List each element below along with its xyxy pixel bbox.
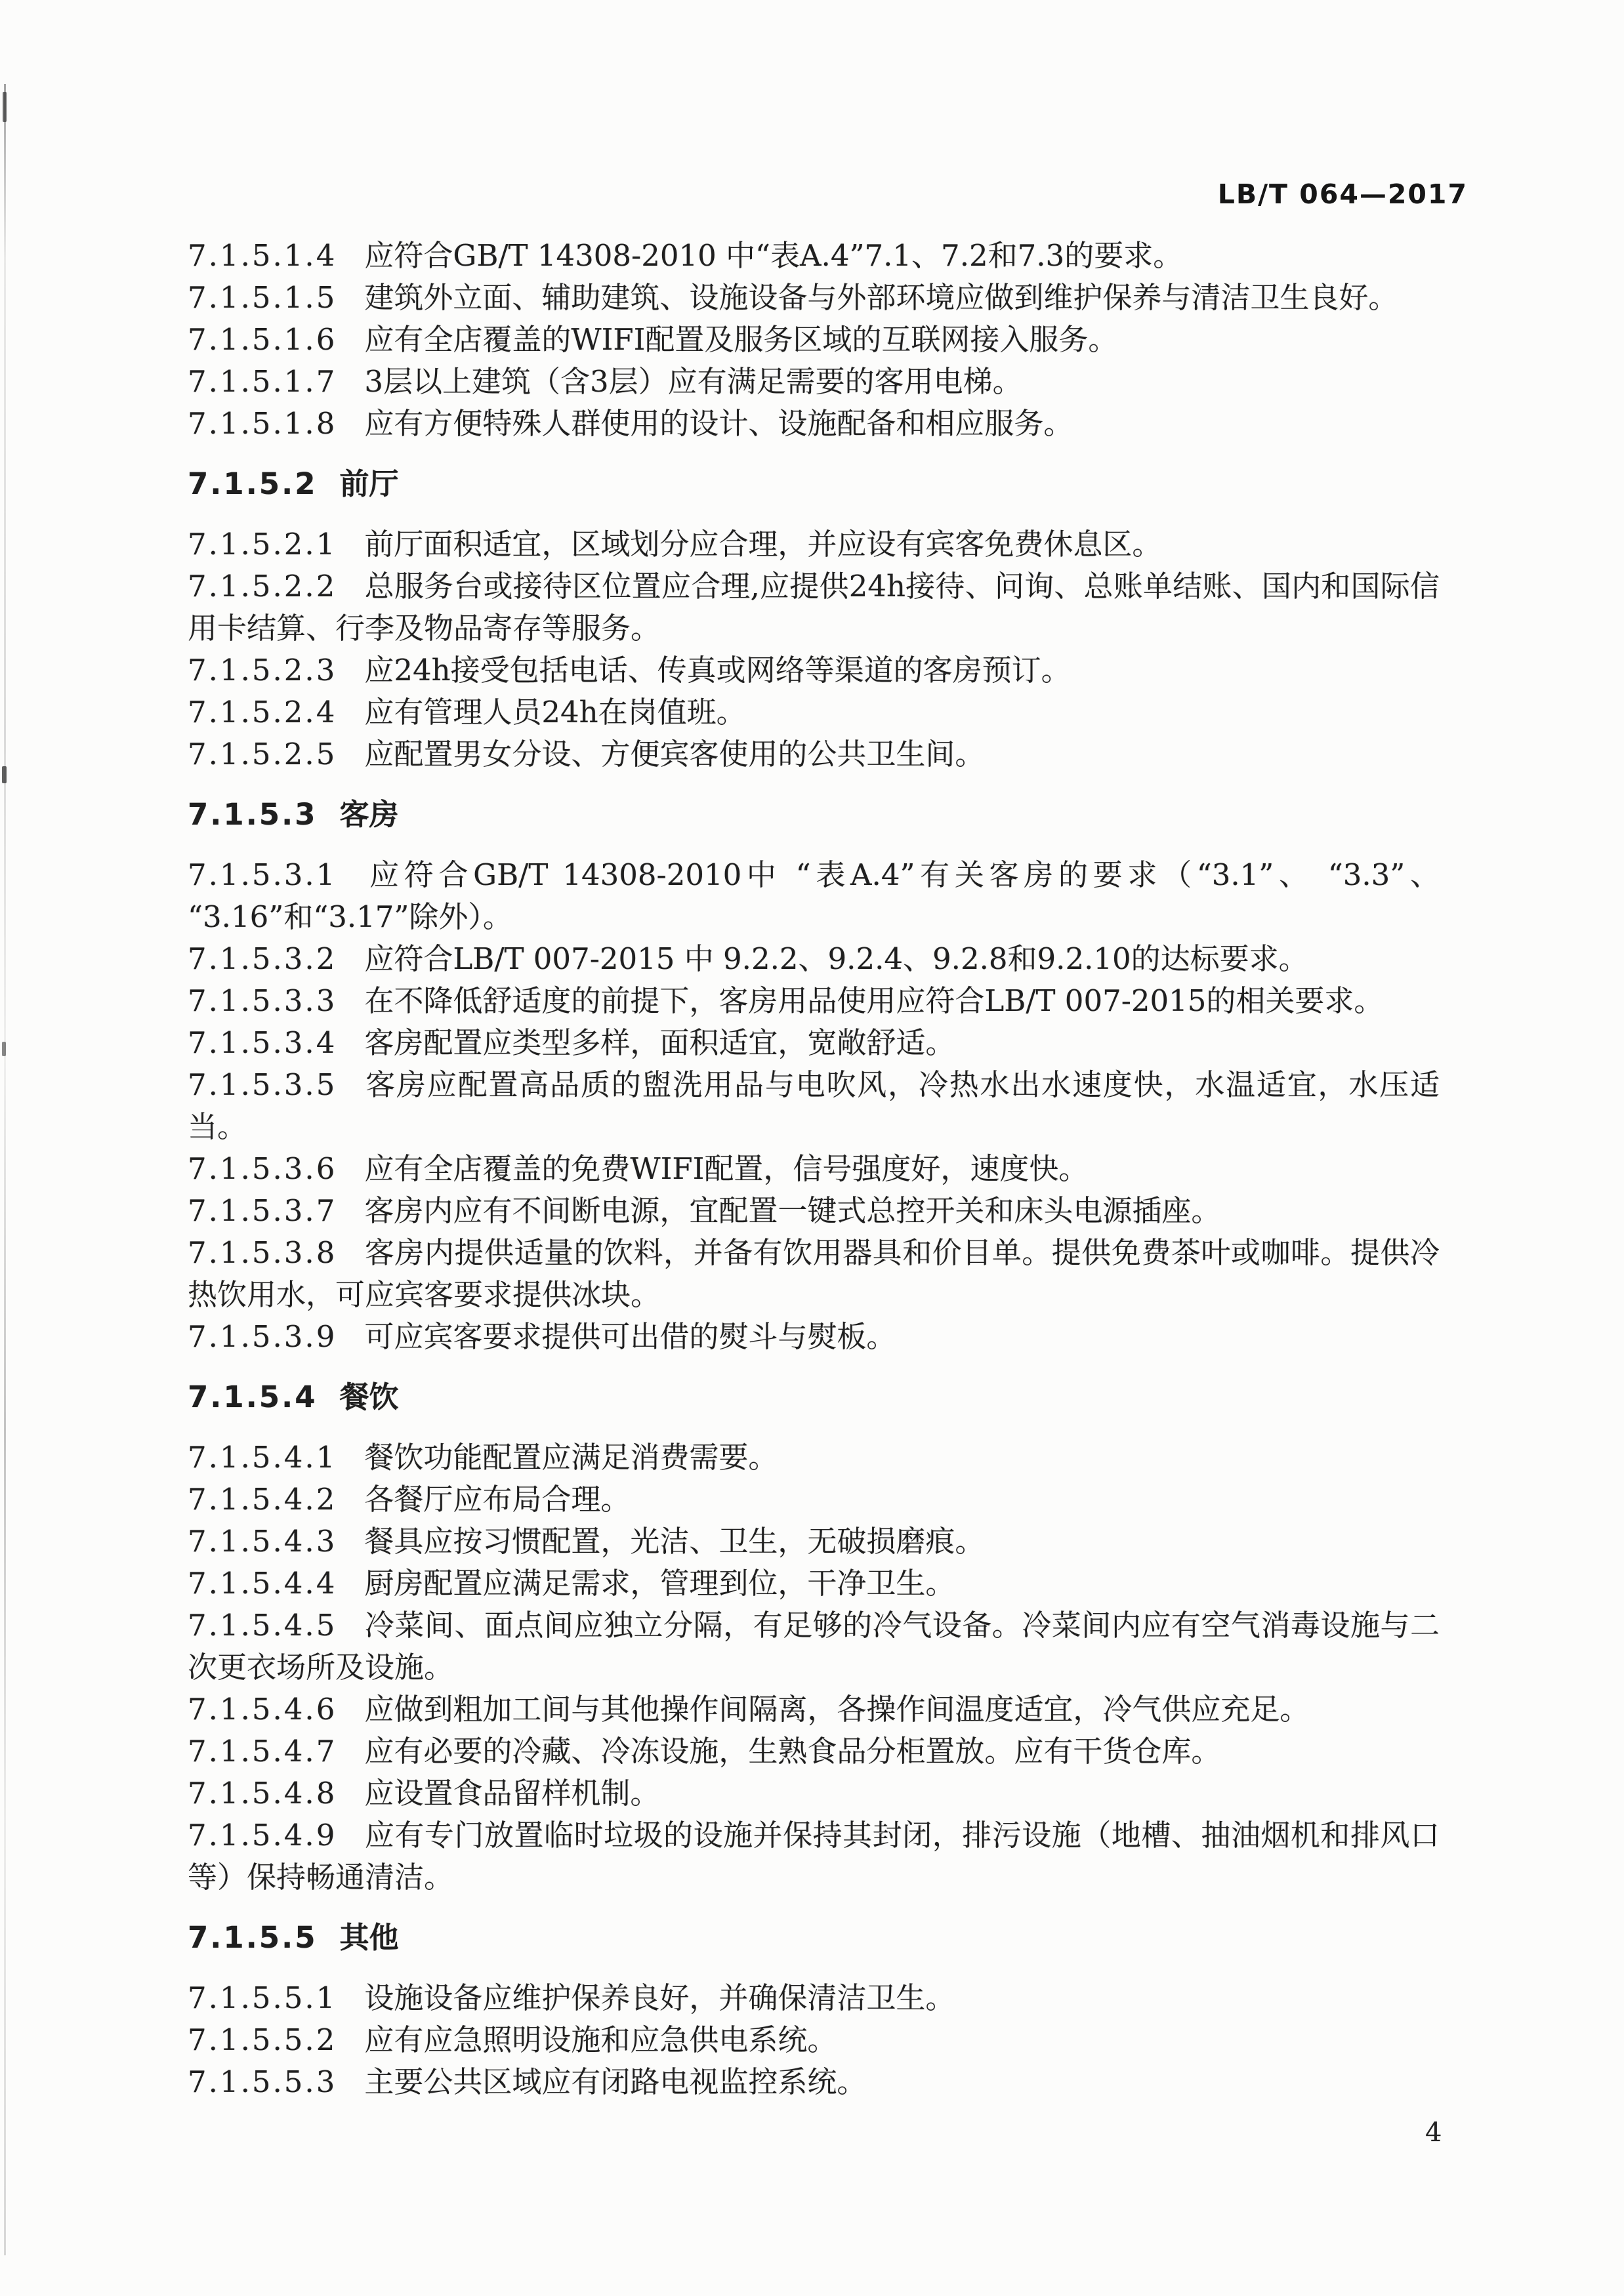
clause-text: 应有必要的冷藏、冷冻设施，生熟食品分柜置放。应有干货仓库。: [364, 1734, 1221, 1769]
clause-number: 7.1.5.4.4: [188, 1566, 337, 1601]
clause-number: 7.1.5.1.8: [188, 406, 337, 441]
clause-number: 7.1.5.3.7: [188, 1193, 337, 1228]
clause-item: [188, 403, 1440, 445]
clause-item: [188, 1190, 1440, 1232]
scan-artifact-mark: [3, 92, 7, 122]
clause-number: 7.1.5.3.2: [188, 941, 337, 976]
clause-item: [188, 1563, 1440, 1605]
clause-number: 7.1.5.4.6: [188, 1692, 337, 1727]
clause-text: 各餐厅应布局合理。: [364, 1482, 631, 1517]
section-number: 7.1.5.4: [188, 1380, 318, 1414]
clause-text: 客房内提供适量的饮料，并备有饮用器具和价目单。提供免费茶叶或咖啡。提供冷热饮用水，可应宾客要求提供冰块。: [188, 1235, 1440, 1312]
clause-text: 可应宾客要求提供可出借的熨斗与熨板。: [364, 1319, 896, 1354]
clause-item: [188, 1814, 1440, 1898]
section-heading: [188, 1376, 1440, 1418]
clause-number: 7.1.5.1.5: [188, 280, 337, 315]
clause-item: [188, 1479, 1440, 1521]
clause-item: [188, 235, 1440, 277]
clause-number: 7.1.5.4.2: [188, 1482, 337, 1517]
clause-number: 7.1.5.4.1: [188, 1440, 337, 1475]
clause-text: 应设置食品留样机制。: [364, 1776, 660, 1811]
clause-number: 7.1.5.5.1: [188, 1980, 337, 2015]
clause-text: 3层以上建筑（含3层）应有满足需要的客用电梯。: [364, 364, 1022, 399]
clause-number: 7.1.5.4.8: [188, 1776, 337, 1811]
clause-text: 应符合GB/T 14308-2010 中“表A.4”7.1、7.2和7.3的要求。: [364, 238, 1183, 273]
clause-number: 7.1.5.5.3: [188, 2064, 337, 2099]
clause-number: 7.1.5.1.6: [188, 322, 337, 357]
clause-text: 客房内应有不间断电源，宜配置一键式总控开关和床头电源插座。: [364, 1193, 1221, 1228]
clause-item: [188, 980, 1440, 1022]
clause-item: [188, 1605, 1440, 1689]
clause-number: 7.1.5.3.5: [188, 1067, 337, 1102]
clause-item: [188, 565, 1440, 649]
clause-text: 厨房配置应满足需求，管理到位，干净卫生。: [364, 1566, 955, 1601]
clause-item: [188, 1022, 1440, 1064]
clause-number: 7.1.5.1.7: [188, 364, 337, 399]
section-number: 7.1.5.2: [188, 466, 318, 501]
clause-item: [188, 1773, 1440, 1814]
clause-text: 在不降低舒适度的前提下，客房用品使用应符合LB/T 007-2015的相关要求。: [364, 983, 1384, 1018]
clause-item: [188, 649, 1440, 691]
clause-text: 应24h接受包括电话、传真或网络等渠道的客房预订。: [364, 653, 1071, 687]
clause-text: 前厅面积适宜，区域划分应合理，并应设有宾客免费休息区。: [364, 527, 1162, 562]
clause-number: 7.1.5.3.9: [188, 1319, 337, 1354]
clause-item: [188, 1148, 1440, 1190]
section-title: 客房: [339, 797, 399, 832]
clause-text: 应有全店覆盖的免费WIFI配置，信号强度好，速度快。: [364, 1151, 1089, 1186]
clause-text: 餐具应按习惯配置，光洁、卫生，无破损磨痕。: [364, 1524, 985, 1559]
clause-number: 7.1.5.3.8: [188, 1235, 337, 1270]
clause-number: 7.1.5.3.1: [188, 857, 337, 892]
clause-text: 应符合GB/T 14308-2010中 “表A.4”有关客房的要求（“3.1”、 “3.3”、 “3.16”和“3.17”除外）。: [188, 857, 1440, 934]
clause-number: 7.1.5.3.4: [188, 1025, 337, 1060]
clause-text: 应有全店覆盖的WIFI配置及服务区域的互联网接入服务。: [364, 322, 1118, 357]
clause-item: [188, 361, 1440, 403]
clause-number: 7.1.5.2.3: [188, 653, 337, 687]
clause-number: 7.1.5.4.9: [188, 1818, 337, 1853]
clause-item: [188, 1437, 1440, 1479]
clause-number: 7.1.5.4.7: [188, 1734, 337, 1769]
clause-item: [188, 1064, 1440, 1148]
section-title: 前厅: [339, 466, 399, 501]
section-number: 7.1.5.5: [188, 1920, 318, 1955]
clause-number: 7.1.5.2.4: [188, 695, 337, 729]
clause-item: [188, 938, 1440, 980]
clause-number: 7.1.5.3.6: [188, 1151, 337, 1186]
clause-item: [188, 1316, 1440, 1358]
clause-item: [188, 523, 1440, 565]
clause-item: [188, 1689, 1440, 1731]
clause-text: 客房配置应类型多样，面积适宜，宽敞舒适。: [364, 1025, 955, 1060]
clause-text: 餐饮功能配置应满足消费需要。: [364, 1440, 778, 1475]
clause-item: [188, 319, 1440, 361]
doc-code: LB/T 064—2017: [1217, 178, 1468, 210]
section-number: 7.1.5.3: [188, 797, 318, 832]
section-title: 其他: [339, 1920, 399, 1955]
clause-text: 主要公共区域应有闭路电视监控系统。: [364, 2064, 867, 2099]
section-title: 餐饮: [339, 1380, 399, 1414]
clause-item: [188, 733, 1440, 775]
clause-text: 应有专门放置临时垃圾的设施并保持其封闭，排污设施（地槽、抽油烟机和排风口等）保持畅通清洁。: [188, 1818, 1440, 1895]
clause-item: [188, 1977, 1440, 2019]
clause-text: 应做到粗加工间与其他操作间隔离，各操作间温度适宜，冷气供应充足。: [364, 1692, 1310, 1727]
clause-text: 设施设备应维护保养良好，并确保清洁卫生。: [364, 1980, 955, 2015]
clause-text: 应有管理人员24h在岗值班。: [364, 695, 746, 729]
section-heading: [188, 463, 1440, 505]
clause-number: 7.1.5.2.5: [188, 737, 337, 771]
clause-item: [188, 1232, 1440, 1316]
clause-item: [188, 854, 1440, 938]
section-heading: [188, 794, 1440, 836]
section-heading: [188, 1917, 1440, 1959]
clause-number: 7.1.5.1.4: [188, 238, 337, 273]
document-body: [188, 235, 1440, 2103]
clause-number: 7.1.5.4.5: [188, 1608, 337, 1643]
clause-text: 应有方便特殊人群使用的设计、设施配备和相应服务。: [364, 406, 1073, 441]
clause-number: 7.1.5.5.2: [188, 2022, 337, 2057]
clause-text: 应符合LB/T 007-2015 中 9.2.2、9.2.4、9.2.8和9.2.10的达标要求。: [364, 941, 1308, 976]
clause-text: 总服务台或接待区位置应合理,应提供24h接待、问询、总账单结账、国内和国际信用卡结算、行李及物品寄存等服务。: [188, 569, 1440, 646]
clause-item: [188, 2061, 1440, 2103]
clause-item: [188, 1521, 1440, 1563]
clause-number: 7.1.5.3.3: [188, 983, 337, 1018]
scan-artifact-line: [4, 84, 6, 2255]
clause-text: 建筑外立面、辅助建筑、设施设备与外部环境应做到维护保养与清洁卫生良好。: [364, 280, 1398, 315]
clause-text: 冷菜间、面点间应独立分隔，有足够的冷气设备。冷菜间内应有空气消毒设施与二次更衣场所及设施。: [188, 1608, 1440, 1685]
clause-item: [188, 277, 1440, 319]
clause-text: 应有应急照明设施和应急供电系统。: [364, 2022, 837, 2057]
clause-number: 7.1.5.2.2: [188, 569, 337, 604]
clause-number: 7.1.5.2.1: [188, 527, 337, 562]
clause-item: [188, 1731, 1440, 1773]
clause-number: 7.1.5.4.3: [188, 1524, 337, 1559]
clause-item: [188, 2019, 1440, 2061]
clause-text: 应配置男女分设、方便宾客使用的公共卫生间。: [364, 737, 985, 771]
page-number: 4: [1425, 2118, 1442, 2148]
scan-artifact-mark: [2, 766, 7, 783]
clause-item: [188, 691, 1440, 733]
scan-artifact-mark: [2, 1042, 6, 1056]
clause-text: 客房应配置高品质的盥洗用品与电吹风，冷热水出水速度快，水温适宜，水压适当。: [188, 1067, 1440, 1144]
